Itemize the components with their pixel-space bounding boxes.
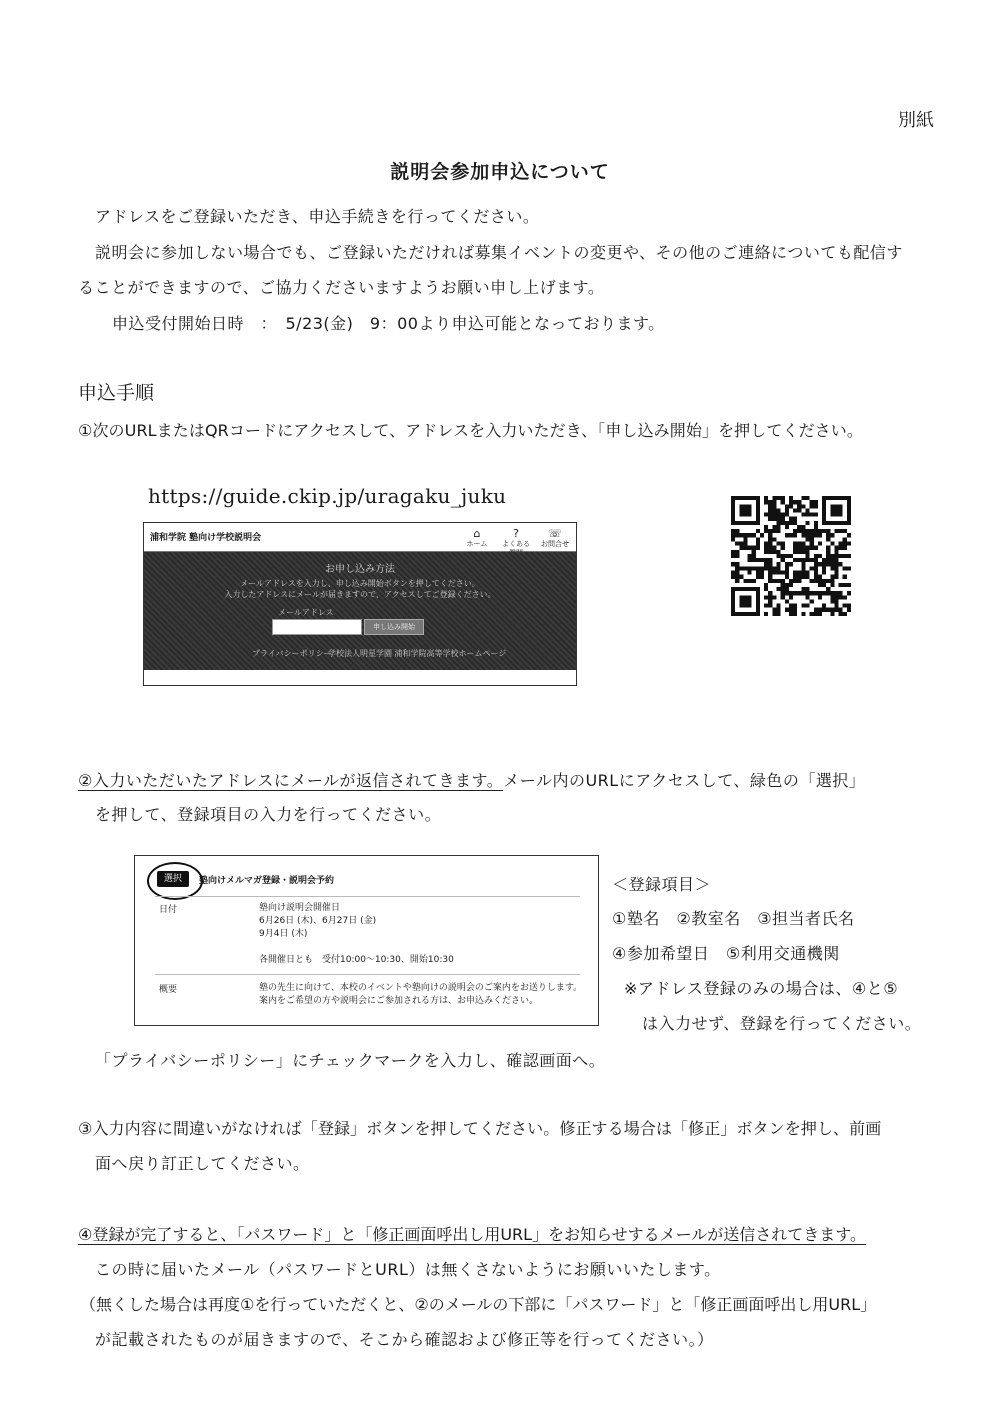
step3-line-2: 面へ戻り訂正してください。 <box>95 1154 310 1173</box>
form-heading: お申し込み方法 <box>325 564 395 575</box>
application-url: https://guide.ckip.jp/uragaku_juku <box>148 484 507 508</box>
nav-home: ⌂ ホーム <box>462 527 492 549</box>
site-header <box>144 523 576 552</box>
select-button: 選択 <box>157 871 189 887</box>
date-label: 日付 <box>159 905 178 915</box>
registration-items-line-2: ④参加希望日 ⑤利用交通機関 <box>612 944 840 963</box>
intro-line-1: アドレスをご登録いただき、申込手続きを行ってください。 <box>95 207 540 226</box>
nav-faq: ? よくある <box>502 527 530 548</box>
section-title: 申込手順 <box>78 382 155 404</box>
nav-contact: ☏ お問合せ <box>541 527 569 548</box>
qr-code <box>731 496 851 616</box>
privacy-note: 「プライバシーポリシー」にチェックマークを入力し、確認画面へ。 <box>95 1051 606 1070</box>
summary-label: 概要 <box>159 985 178 995</box>
step1-text: ①次のURLまたはQRコードにアクセスして、アドレスを入力いただき、「申し込み開始」を押してください。 <box>78 421 863 440</box>
divider <box>155 974 580 975</box>
document-title: 説明会参加申込について <box>390 161 610 183</box>
step2-underlined: ②入力いただいたアドレスにメールが返信されてきます。 <box>78 771 504 790</box>
step4-line-2: この時に届いたメール（パスワードとURL）は無くさないようにお願いいたします。 <box>95 1260 721 1279</box>
step4-line-3: （無くした場合は再度①を行っていただくと、②のメールの下部に「パスワード」と「修正画面呼出し用URL」 <box>80 1295 877 1314</box>
date-details: 塾向け説明会開催日 6月26日 (木)、6月27日 (金) 9月4日 (木) 各開催日とも 受付10:00〜10:30、開始10:30 <box>259 903 454 965</box>
attachment-label: 別紙 <box>898 110 934 131</box>
phone-icon: ☏ <box>548 527 562 540</box>
registration-note-1: ※アドレス登録のみの場合は、④と⑤ <box>624 979 899 998</box>
summary-details: 塾の先生に向けて、本校のイベントや塾向けの説明会のご案内をお送りします。 案内をご希望の方や説明会にご参加される方は、お申込みください。 <box>259 983 583 1006</box>
form-desc-2: 入力したアドレスにメールが届きますので、アクセスしてご登録ください。 <box>224 590 496 599</box>
registration-items-line-1: ①塾名 ②教室名 ③担当者氏名 <box>612 909 855 928</box>
event-title: 塾向けメルマガ登録・説明会予約 <box>199 876 335 886</box>
application-start-datetime: 申込受付開始日時 ： 5/23(金) 9：00より申込可能となっております。 <box>112 314 665 333</box>
registration-note-2: は入力せず、登録を行ってください。 <box>642 1014 922 1033</box>
intro-line-3: ることができますので、ご協力くださいますようお願い申し上げます。 <box>78 278 605 297</box>
school-homepage-link: 学校法人明星学園 浦和学院高等学校ホームページ <box>328 649 507 658</box>
privacy-policy-link: プライバシーポリシー <box>252 649 332 658</box>
question-icon: ? <box>513 527 519 540</box>
step2-rest: メール内のURLにアクセスして、緑色の「選択」 <box>503 771 866 790</box>
application-form-band <box>144 552 576 670</box>
mail-label: メールアドレス <box>278 608 334 617</box>
event-page-screenshot <box>134 855 599 1026</box>
step4-line-4: が記載されたものが届きますので、そこから確認および修正等を行ってください。） <box>95 1330 714 1349</box>
divider <box>155 896 580 897</box>
registration-heading: ＜登録項目＞ <box>612 875 712 894</box>
step2-line-1 <box>78 770 865 792</box>
start-application-button: 申し込み開始 <box>364 619 424 635</box>
step2-line-2: を押して、登録項目の入力を行ってください。 <box>95 805 442 824</box>
email-field <box>272 619 362 635</box>
application-page-screenshot <box>143 522 577 686</box>
intro-line-2: 説明会に参加しない場合でも、ご登録いただければ募集イベントの変更や、その他のご連絡についても配信す <box>95 243 903 262</box>
site-name: 浦和学院 塾向け学校説明会 <box>150 533 262 543</box>
step3-line-1: ③入力内容に間違いがなければ「登録」ボタンを押してください。修正する場合は「修正」ボタンを押し、前画 <box>78 1119 882 1138</box>
step4-line-1: ④登録が完了すると、「パスワード」と「修正画面呼出し用URL」をお知らせするメールが送信されてきます。 <box>78 1225 867 1244</box>
home-icon: ⌂ <box>473 527 481 540</box>
form-desc-1: メールアドレスを入力し、申し込み開始ボタンを押してください。 <box>240 579 480 588</box>
